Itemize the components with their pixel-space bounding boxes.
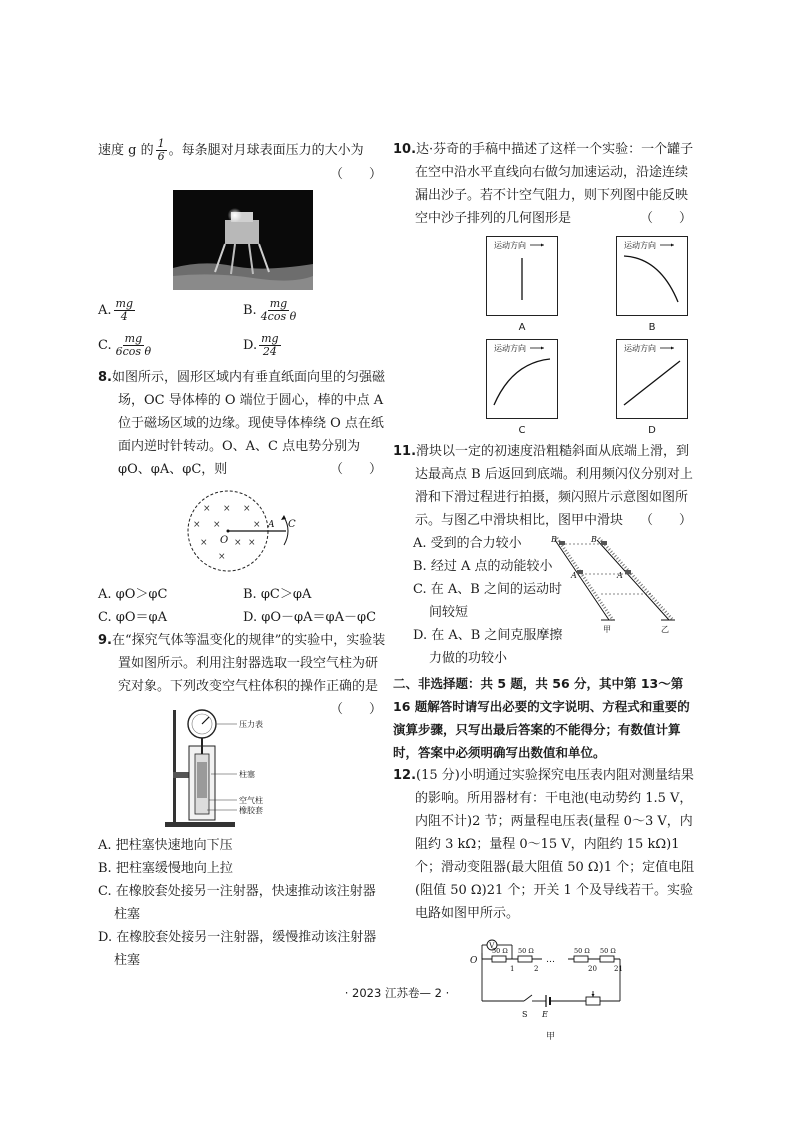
svg-text:B: B: [591, 535, 597, 544]
svg-text:空气柱: 空气柱: [238, 796, 263, 805]
question-8: 8.如图所示，圆形区域内有垂直纸面向里的匀强磁场，OC 导体棒的 O 端位于圆心，棒的中点 A 位于磁场区域的边缘。现使导体棒绕 O 点在纸面内逆时针转动。O、A、C 点电势分别为 φO、φA、φC，则 （ ）: [98, 370, 385, 477]
page-footer: · 2023 江苏卷— 2 ·: [344, 986, 450, 1000]
svg-text:50 Ω: 50 Ω: [517, 947, 534, 955]
svg-text:×: ×: [200, 538, 208, 548]
q7-option-a[interactable]: A. $\frac{mg}{4}$: [98, 297, 134, 323]
q7-options-row-1: [98, 298, 388, 323]
svg-text:E: E: [541, 1010, 548, 1019]
q8-option-b[interactable]: B. φC＞φA: [243, 587, 312, 602]
q7-fraction: $\frac{1}{6}$: [157, 137, 165, 163]
question-10: 10.达·芬奇的手稿中描述了这样一个实验：一个罐子在空中沿水平直线向右做匀加速运动，沿途连续漏出沙子。若不计空气阻力，则下列图中能反映空中沙子排列的几何图形是 （ ）: [393, 142, 694, 226]
q7-option-c[interactable]: C. $\frac{mg}{\text{6cos θ}}$: [98, 332, 152, 358]
q11-options-and-figure: [393, 532, 698, 670]
svg-text:运动方向: 运动方向: [494, 344, 526, 353]
q8-option-a[interactable]: A. φO＞φC: [98, 587, 168, 602]
svg-text:×: ×: [193, 520, 201, 530]
svg-text:C: C: [288, 519, 296, 530]
q11-option-a[interactable]: A. 受到的合力较小: [413, 536, 522, 551]
q10-graph-a[interactable]: 运动方向 A: [467, 236, 577, 335]
q11-option-c[interactable]: C. 在 A、B 之间的运动时间较短: [413, 582, 562, 620]
q8-option-d[interactable]: D. φO－φA＝φA－φC: [243, 610, 377, 625]
q8-options-row-2: [98, 606, 388, 629]
svg-text:甲: 甲: [545, 1032, 555, 1042]
incline-strobe-diagram: [551, 532, 679, 636]
svg-text:20: 20: [587, 965, 597, 973]
svg-text:甲: 甲: [603, 625, 611, 634]
q9-option-b[interactable]: B. 把柱塞缓慢地向上拉: [98, 861, 233, 876]
section-2-heading: 二、非选择题：共 5 题，共 56 分，其中第 13～第 16 题解答时请写出必要的文字说明、方程式和重要的演算步骤，只写出最后答案的不能得分；有数值计算时，答案中必须明确写出数值和单位。: [393, 676, 690, 760]
svg-text:50 Ω: 50 Ω: [599, 947, 616, 955]
q7-options-row-2: [98, 333, 388, 358]
svg-text:×: ×: [213, 520, 221, 530]
right-column: [393, 138, 698, 1043]
q7-option-d[interactable]: D. $\frac{mg}{24}$: [243, 332, 279, 358]
svg-text:×: ×: [253, 520, 261, 530]
q7-tail-line: 速度 g 的 $\frac{1}{6}$ 。每条腿对月球表面压力的大小为: [98, 137, 364, 163]
q8-options-row-1: [98, 583, 388, 606]
svg-text:×: ×: [223, 504, 231, 514]
svg-text:2: 2: [533, 965, 538, 973]
svg-text:A: A: [268, 520, 275, 530]
q10-graph-c[interactable]: 运动方向 C: [467, 339, 577, 438]
q11-option-d[interactable]: D. 在 A、B 之间克服摩擦力做的功较小: [413, 628, 563, 666]
q10-graph-grid: [467, 236, 698, 438]
question-9: 9.在“探究气体等温变化的规律”的实验中，实验装置如图所示。利用注射器选取一段空气柱为研究对象。下列改变空气柱体积的操作正确的是 （ ）: [98, 633, 386, 717]
lunar-lander-photo: [173, 190, 313, 290]
q7-option-b[interactable]: B. $\frac{mg}{\text{4cos θ}}$: [243, 297, 297, 323]
q11-options: [413, 532, 563, 670]
svg-text:50 Ω: 50 Ω: [491, 947, 508, 955]
svg-text:V: V: [488, 942, 494, 950]
svg-text:运动方向: 运动方向: [624, 344, 656, 353]
svg-text:A: A: [571, 571, 577, 580]
svg-text:×: ×: [234, 538, 242, 548]
q9-option-c[interactable]: C. 在橡胶套处接另一注射器，快速推动该注射器柱塞: [98, 884, 376, 922]
magnetic-field-diagram: [178, 487, 308, 575]
svg-text:×: ×: [203, 504, 211, 514]
svg-text:乙: 乙: [661, 625, 669, 634]
svg-text:×: ×: [248, 538, 256, 548]
svg-text:压力表: 压力表: [238, 720, 263, 729]
svg-text:…: …: [545, 955, 555, 965]
q11-option-b[interactable]: B. 经过 A 点的动能较小: [413, 559, 553, 574]
svg-text:B: B: [551, 535, 557, 544]
svg-text:O: O: [220, 535, 229, 546]
q10-graph-b[interactable]: 运动方向 B: [597, 236, 707, 335]
svg-text:×: ×: [218, 552, 226, 562]
syringe-apparatus-diagram: [159, 702, 289, 830]
left-column: [98, 138, 388, 972]
svg-text:21: 21: [613, 965, 623, 973]
q9-option-d[interactable]: D. 在橡胶套处接另一注射器，缓慢推动该注射器柱塞: [98, 930, 377, 968]
q10-graph-d[interactable]: 运动方向 D: [597, 339, 707, 438]
svg-text:O: O: [469, 956, 477, 966]
svg-text:50 Ω: 50 Ω: [573, 947, 590, 955]
q9-options: [98, 834, 388, 972]
svg-text:1: 1: [509, 965, 514, 973]
svg-text:A: A: [617, 571, 623, 580]
question-12: 12.(15 分)小明通过实验探究电压表内阻对测量结果的影响。所用器材有：干电池(电动势约 1.5 V，内阻不计)2 节；两量程电压表(量程 0～3 V，内阻约 3 kΩ；量程 0～15 V，内阻约 15 kΩ)1 个；滑动变阻器(最大阻值 50 Ω)1 个；定值电阻(阻值 50 Ω)21 个；开关 1 个及导线若干。实验电路如图甲所示。: [393, 768, 695, 921]
q8-option-c[interactable]: C. φO＝φA: [98, 610, 167, 625]
svg-text:运动方向: 运动方向: [624, 241, 656, 250]
question-11: 11.滑块以一定的初速度沿粗糙斜面从底端上滑，到达最高点 B 后返回到底端。利用频闪仪分别对上滑和下滑过程进行拍摄，频闪照片示意图如图所示。与图乙中滑块相比，图甲中滑块 （ ）: [393, 444, 693, 528]
svg-text:×: ×: [243, 504, 251, 514]
q7-answer-paren: （ ）: [329, 167, 382, 182]
svg-text:柱塞: 柱塞: [238, 770, 255, 779]
svg-text:橡胶套: 橡胶套: [238, 806, 263, 815]
svg-text:S: S: [521, 1010, 527, 1019]
q9-option-a[interactable]: A. 把柱塞快速地向下压: [98, 838, 233, 853]
svg-text:运动方向: 运动方向: [494, 241, 526, 250]
